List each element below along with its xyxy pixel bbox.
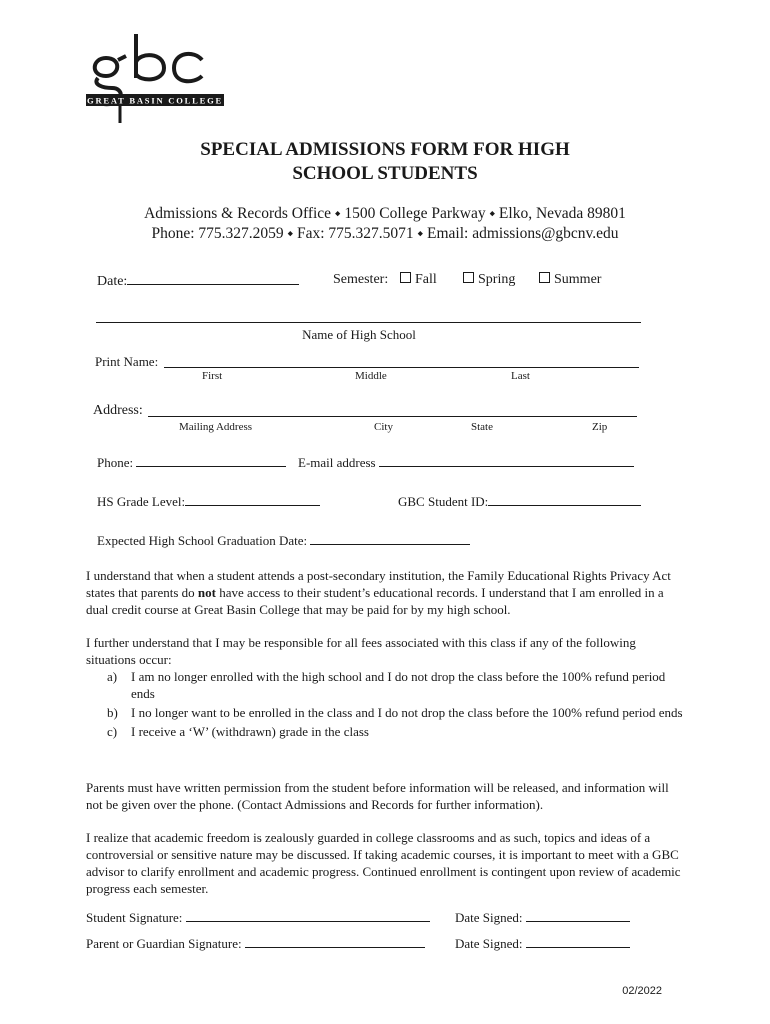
parent-signature-field[interactable] bbox=[86, 935, 425, 952]
form-title-line2: SCHOOL STUDENTS bbox=[292, 163, 478, 184]
student-signature-field[interactable] bbox=[86, 909, 430, 926]
semester-option-fall[interactable]: Fall bbox=[400, 272, 437, 288]
contact-address: Admissions & Records Office ⬩ 1500 College Parkway ⬩ Elko, Nevada 89801 bbox=[144, 205, 626, 222]
revision-date: 02/2022 bbox=[622, 985, 662, 997]
semester-label: Semester: bbox=[333, 272, 389, 287]
form-title-line1: SPECIAL ADMISSIONS FORM FOR HIGH bbox=[200, 139, 570, 160]
high-school-name-field[interactable] bbox=[96, 322, 641, 323]
fees-intro: I further understand that I may be responsible for all fees associated with this class if any of the following situations occur: bbox=[86, 635, 636, 667]
ferpa-paragraph: I understand that when a student attends a post-secondary institution, the Family Educational Rights Privacy Act states that parents do not have access to their student’s educational records. I understand that I am enrolled in a dual credit course at Great Basin College that may be paid for by my high school. bbox=[86, 568, 671, 617]
student-date-signed-field[interactable] bbox=[455, 909, 630, 926]
address-part-city: City bbox=[374, 421, 393, 433]
parent-signature-label: Parent or Guardian Signature: bbox=[86, 936, 242, 951]
date-signed-label: Date Signed: bbox=[455, 910, 523, 925]
name-part-middle: Middle bbox=[355, 370, 387, 382]
print-name-field[interactable] bbox=[164, 367, 639, 368]
semester-option-summer[interactable]: Summer bbox=[539, 272, 601, 288]
fees-paragraph bbox=[86, 634, 686, 740]
list-item: b) I no longer want to be enrolled in the class and I do not drop the class before the 100% refund period ends bbox=[107, 705, 683, 720]
name-part-first: First bbox=[202, 370, 223, 382]
list-item: c) I receive a ‘W’ (withdrawn) grade in the class bbox=[107, 724, 369, 739]
logo-banner-text: GREAT BASIN COLLEGE bbox=[87, 95, 223, 106]
grade-level-field[interactable] bbox=[97, 493, 320, 510]
date-signed-label: Date Signed: bbox=[455, 936, 523, 951]
student-id-field[interactable] bbox=[398, 493, 641, 510]
list-item: a) I am no longer enrolled with the high school and I do not drop the class before the 100% refund period ends bbox=[107, 669, 666, 701]
high-school-name-label: Name of High School bbox=[302, 327, 416, 342]
parent-date-signed-field[interactable] bbox=[455, 935, 630, 952]
address-part-mailing: Mailing Address bbox=[179, 421, 253, 433]
graduation-date-field[interactable] bbox=[97, 532, 470, 549]
great-basin-college-logo bbox=[84, 30, 228, 125]
email-field[interactable] bbox=[298, 454, 634, 471]
checkbox-icon bbox=[539, 272, 550, 283]
date-label: Date: bbox=[97, 274, 128, 289]
graduation-date-label: Expected High School Graduation Date: bbox=[97, 533, 308, 548]
academic-freedom-paragraph: I realize that academic freedom is zealously guarded in college classrooms and as such, topics and ideas of a controversial or sensitive nature may be discussed. If taking academic courses, it is important to meet with a GBC advisor to clarify enrollment and academic progress. Continued enrollment is contingent upon review of academic progress each semester. bbox=[86, 830, 681, 896]
phone-field[interactable] bbox=[97, 454, 286, 471]
email-label: E-mail address bbox=[298, 455, 376, 470]
print-name-label: Print Name: bbox=[95, 354, 159, 369]
address-label: Address: bbox=[93, 403, 143, 418]
address-field[interactable] bbox=[148, 416, 637, 417]
student-signature-label: Student Signature: bbox=[86, 910, 183, 925]
address-part-state: State bbox=[471, 421, 493, 433]
grade-level-label: HS Grade Level: bbox=[97, 494, 186, 509]
contact-phone-email: Phone: 775.327.2059 ⬩ Fax: 775.327.5071 ⬩ Email: admissions@gbcnv.edu bbox=[151, 225, 619, 242]
emphasis-not: not bbox=[197, 585, 216, 600]
checkbox-icon bbox=[400, 272, 411, 283]
parent-permission-paragraph: Parents must have written permission from the student before information will be released, and information will not be given over the phone. (Contact Admissions and Records for further information). bbox=[86, 780, 669, 812]
student-id-label: GBC Student ID: bbox=[398, 494, 489, 509]
semester-option-spring[interactable]: Spring bbox=[463, 272, 515, 288]
checkbox-icon bbox=[463, 272, 474, 283]
date-field[interactable] bbox=[97, 272, 299, 290]
address-part-zip: Zip bbox=[592, 421, 608, 433]
phone-label: Phone: bbox=[97, 455, 134, 470]
name-part-last: Last bbox=[511, 370, 530, 382]
